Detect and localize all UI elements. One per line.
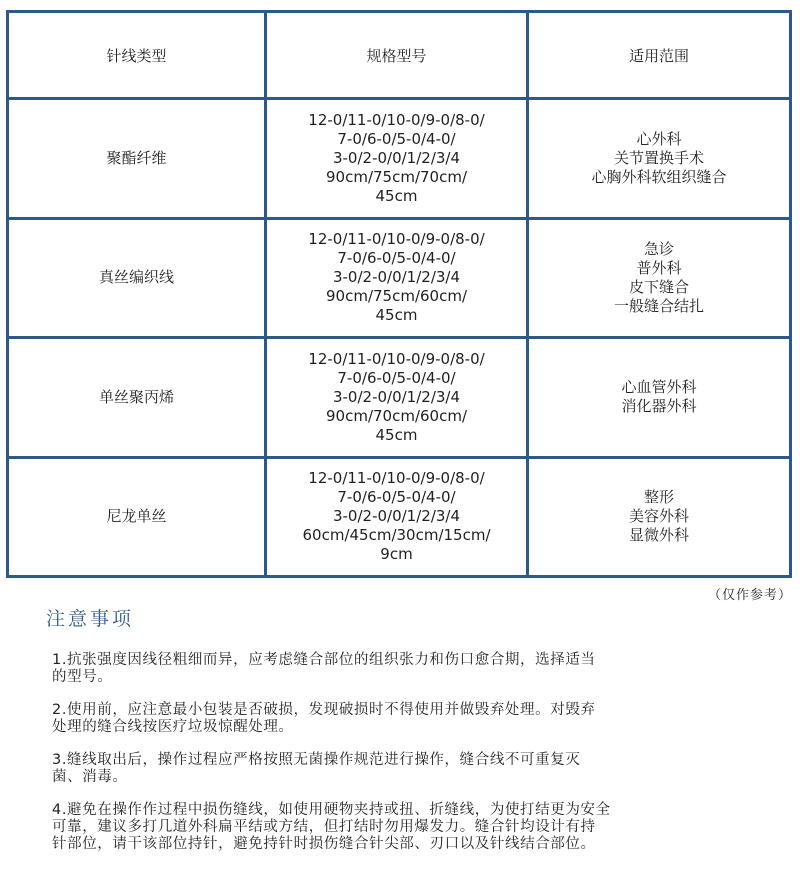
usage-cell: [528, 218, 791, 338]
spec-table: [6, 10, 792, 578]
spec-line: 90cm/70cm/60cm/: [326, 406, 467, 425]
note-line: 的型号。: [52, 669, 113, 685]
usage-cell: [528, 99, 791, 219]
spec-line: 7-0/6-0/5-0/4-0/: [337, 249, 456, 268]
table-header-row: [8, 12, 791, 99]
note-line: 处理的缝合线按医疗垃圾惊醒处理。: [52, 719, 294, 735]
usage-line: 一般缝合结扎: [613, 296, 704, 315]
usage-line: 心外科: [636, 129, 682, 148]
thread-type-cell: 单丝聚丙烯: [8, 338, 266, 458]
thread-type-cell: 尼龙单丝: [8, 457, 266, 577]
usage-cell: [528, 457, 791, 577]
spec-cell: [266, 99, 528, 219]
spec-line: 12-0/11-0/10-0/9-0/8-0/: [308, 110, 485, 129]
note-item: [52, 652, 752, 686]
notes-title: 注意事项: [46, 608, 135, 630]
note-line: 针部位，请干该部位持针，避免持针时损伤缝合针尖部、刃口以及针线结合部位。: [52, 836, 596, 852]
header-spec-model: 规格型号: [266, 12, 528, 99]
usage-cell: [528, 338, 791, 458]
spec-line: 45cm: [375, 186, 418, 205]
note-line: 1.抗张强度因线径粗细而异，应考虑缝合部位的组织张力和伤口愈合期，选择适当: [52, 652, 596, 668]
note-line: 4.避免在操作作过程中损伤缝线，如使用硬物夹持或扭、折缝线，为使打结更为安全: [52, 802, 611, 818]
note-line: 2.使用前，应注意最小包装是否破损，发现破损时不得使用并做毁弃处理。对毁弃: [52, 702, 596, 718]
thread-type-cell: 聚酯纤维: [8, 99, 266, 219]
spec-line: 45cm: [375, 425, 418, 444]
note-item: [52, 702, 752, 736]
note-line: 菌、消毒。: [52, 769, 128, 785]
note-line: 可靠，建议多打几道外科扁平结或方结，但打结时勿用爆发力。缝合针均设计有持: [52, 819, 596, 835]
usage-line: 皮下缝合: [628, 277, 689, 296]
usage-line: 显微外科: [628, 526, 689, 545]
header-thread-type: 针线类型: [8, 12, 266, 99]
table-row: [8, 99, 791, 219]
note-item: [52, 802, 752, 853]
usage-line: 心胸外科软组织缝合: [591, 167, 727, 186]
notes-list: [52, 652, 752, 869]
spec-line: 7-0/6-0/5-0/4-0/: [337, 488, 456, 507]
spec-line: 3-0/2-0/0/1/2/3/4: [332, 268, 461, 287]
usage-line: 心血管外科: [621, 378, 697, 397]
note-item: [52, 752, 752, 786]
spec-line: 3-0/2-0/0/1/2/3/4: [332, 148, 461, 167]
spec-line: 3-0/2-0/0/1/2/3/4: [332, 387, 461, 406]
spec-line: 12-0/11-0/10-0/9-0/8-0/: [308, 230, 485, 249]
usage-line: 急诊: [643, 239, 674, 258]
spec-line: 12-0/11-0/10-0/9-0/8-0/: [308, 349, 485, 368]
table-row: [8, 338, 791, 458]
spec-line: 12-0/11-0/10-0/9-0/8-0/: [308, 469, 485, 488]
spec-line: 7-0/6-0/5-0/4-0/: [337, 129, 456, 148]
spec-line: 90cm/75cm/70cm/: [326, 167, 467, 186]
table-row: [8, 457, 791, 577]
usage-line: 关节置换手术: [613, 148, 704, 167]
usage-line: 美容外科: [628, 507, 689, 526]
spec-line: 3-0/2-0/0/1/2/3/4: [332, 507, 461, 526]
spec-cell: [266, 457, 528, 577]
spec-line: 60cm/45cm/30cm/15cm/: [302, 526, 491, 545]
table-row: [8, 218, 791, 338]
spec-cell: [266, 338, 528, 458]
usage-line: 整形: [643, 488, 674, 507]
usage-line: 消化器外科: [621, 397, 697, 416]
spec-line: 90cm/75cm/60cm/: [326, 287, 467, 306]
thread-type-cell: 真丝编织线: [8, 218, 266, 338]
spec-cell: [266, 218, 528, 338]
usage-line: 普外科: [636, 258, 682, 277]
spec-line: 9cm: [380, 545, 413, 564]
note-line: 3.缝线取出后，操作过程应严格按照无菌操作规范进行操作，缝合线不可重复灭: [52, 752, 581, 768]
spec-line: 7-0/6-0/5-0/4-0/: [337, 368, 456, 387]
reference-note: （仅作参考）: [707, 588, 792, 603]
header-usage-scope: 适用范围: [528, 12, 791, 99]
spec-line: 45cm: [375, 306, 418, 325]
